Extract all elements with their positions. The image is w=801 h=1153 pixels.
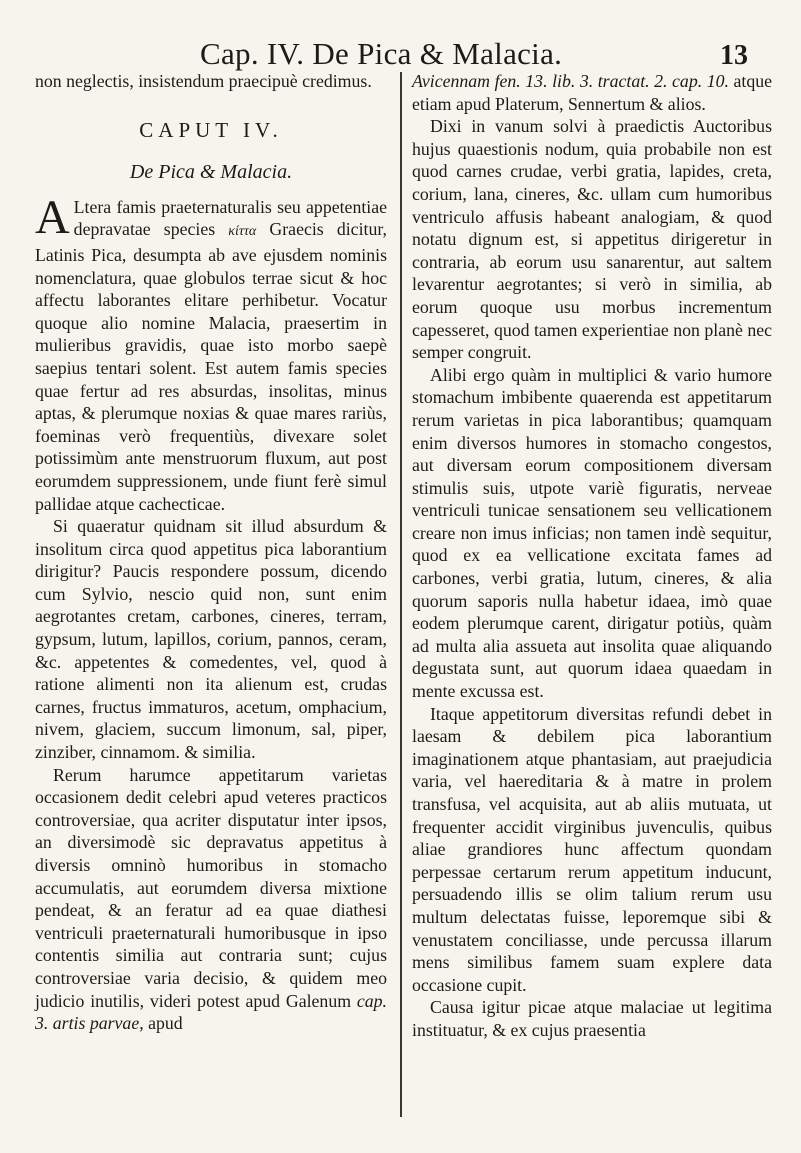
paragraph-3: [35, 764, 387, 1035]
right-paragraph-1: [412, 70, 772, 115]
right-column: [412, 70, 772, 1042]
paragraph-1-text-b: Graecis dicitur, Latinis Pica, desumpta ab ave ejusdem nominis nomenclatura, quae globulos terrae sicut & hoc affectu laborantes elitare perhibetur. Vocatur quoque alio nomine Malacia, praesertim in mulieribus gravidis, quae isto morbo saepè saepius tentari solent. Est autem famis species quae fertur ad res absurdas, insolitas, minus aptas, & plerumque noxias & quae mares rariùs, foeminas verò frequentiùs, divexare solet potissimùm ante menstruorum fluxum, aut post eorumdem suppressionem, unde fiunt ferè simul pallidae atque cachecticae.: [35, 219, 388, 514]
paragraph-1-text-a: Ltera famis praeternaturalis seu appetentiae depravatae species: [73, 196, 387, 240]
paragraph-3-text-a: Rerum harumce appetitarum varietas occasionem dedit celebri apud veteres practicos controversiae, qua acriter disputatur inter ipsos, an diversimodè sic depravatus appetitus à diversis omninò humoribus in stomacho accumulatis, aut eorumdem diversa mixtione pendeat, & an feratur ad ea quae diathesi ventriculi praeternaturali humoribusque in ipso contentis similia aut contraria sunt; cujus controversiae varia decisio, & quidem meo judicio inutilis, videri potest apud Galenum: [35, 764, 387, 1011]
running-head: Cap. IV. De Pica & Malacia.: [200, 36, 563, 71]
drop-cap: A: [35, 190, 70, 244]
chapter-title: De Pica & Malacia.: [129, 161, 293, 184]
right-paragraph-4: Itaque appetitorum diversitas refundi debet in laesam & debilem pica laborantium imaginationem atque phantasiam, aut praejudicia varia, vel haereditaria & à matre in prolem transfusa, vel acquisita, aut ab aliis mutuata, ut frequenter accidit virginibus juvenculis, quibus aliae grandiores hunc affectum quondam perpessae certarum rerum appetitum inducunt, persuadendo illis se olim talium rerum usu multum delectatas fuisse, leporemque sibi & venustatem conciliasse, unde percussa illarum mens similibus famem suam explere data occasione cupit.: [412, 703, 772, 995]
left-column: [35, 70, 387, 1035]
paragraph-3-text-b: , apud: [139, 1013, 183, 1034]
column-divider: [400, 72, 402, 1117]
paragraph-1: [35, 190, 388, 515]
citation-galen: cap. 3. artis parvae: [35, 990, 387, 1034]
paragraph-2: Si quaeratur quidnam sit illud absurdum & insolitum circa quod appetitus pica laborantium dirigitur? Paucis respondere possum, dicendo cum Sylvio, nescio quid non, sunt enim aegrotantes cretam, carbones, cineres, terram, gypsum, lutum, lapillos, corium, pannos, ceram, &c. appetentes & comedentes, vel, quod à ratione alimenti non ita alienum est, crudas carnes, fructus immaturos, acetum, omphacium, nivem, glaciem, succum limonum, sal, piper, zinziber, cinnamom. & similia.: [35, 516, 387, 763]
citation-avicenna: Avicennam fen. 13. lib. 3. tractat. 2. cap. 10.: [412, 71, 729, 91]
right-paragraph-2: Dixi in vanum solvi à praedictis Auctoribus hujus quaestionis nodum, quia probabile non est quod carnes crudae, verbi gratia, lapides, creta, corium, lana, cineres, &c. ullam cum humoribus ventriculo affusis habeant analogiam, & quod notatu dignum est, si appetitus dirigeretur in contraria, ab eorum usu sanarentur, aut saltem levarentur aegrotantes; si verò in similia, ab eorum quoque usu morbus incrementum capesseret, quod tamen experientiae non planè nec semper congruit.: [412, 116, 772, 363]
left-opening-text: non neglectis, insistendum praecipuè credimus.: [35, 71, 372, 91]
chapter-heading: CAPUT IV.: [139, 117, 283, 142]
right-paragraph-1-text: atque etiam apud Platerum, Sennertum & alios.: [412, 71, 772, 114]
page-number: 13: [720, 40, 748, 71]
greek-word: κίττα: [228, 224, 257, 240]
right-paragraph-5: Causa igitur picae atque malaciae ut legitima instituatur, & ex cujus praesentia: [412, 997, 772, 1040]
right-paragraph-3: Alibi ergo quàm in multiplici & vario humore stomachum imbibente quaerenda est appetitarum rerum varietas in pica laborantibus; quamquam enim diversos humores in stomacho congestos, aut diversam eorum compositionem diversam stimulis suis, utpote variè figuratis, nerveae ventriculi tunicae sensationem seu vellicationem creare non imus inficias; non tamen indè sequitur, quod ex ea vellicatione excitata fames ad carbones, verbi gratia, lutum, cineres, & alia quorum saporis nulla habetur idaea, imò quae eodem plerumque carent, dirigatur potiùs, quàm ad multa alia assueta aut insolita quae aliquando degustata sunt, aut quorum idaea quaedam in mente excussa est.: [412, 364, 772, 702]
